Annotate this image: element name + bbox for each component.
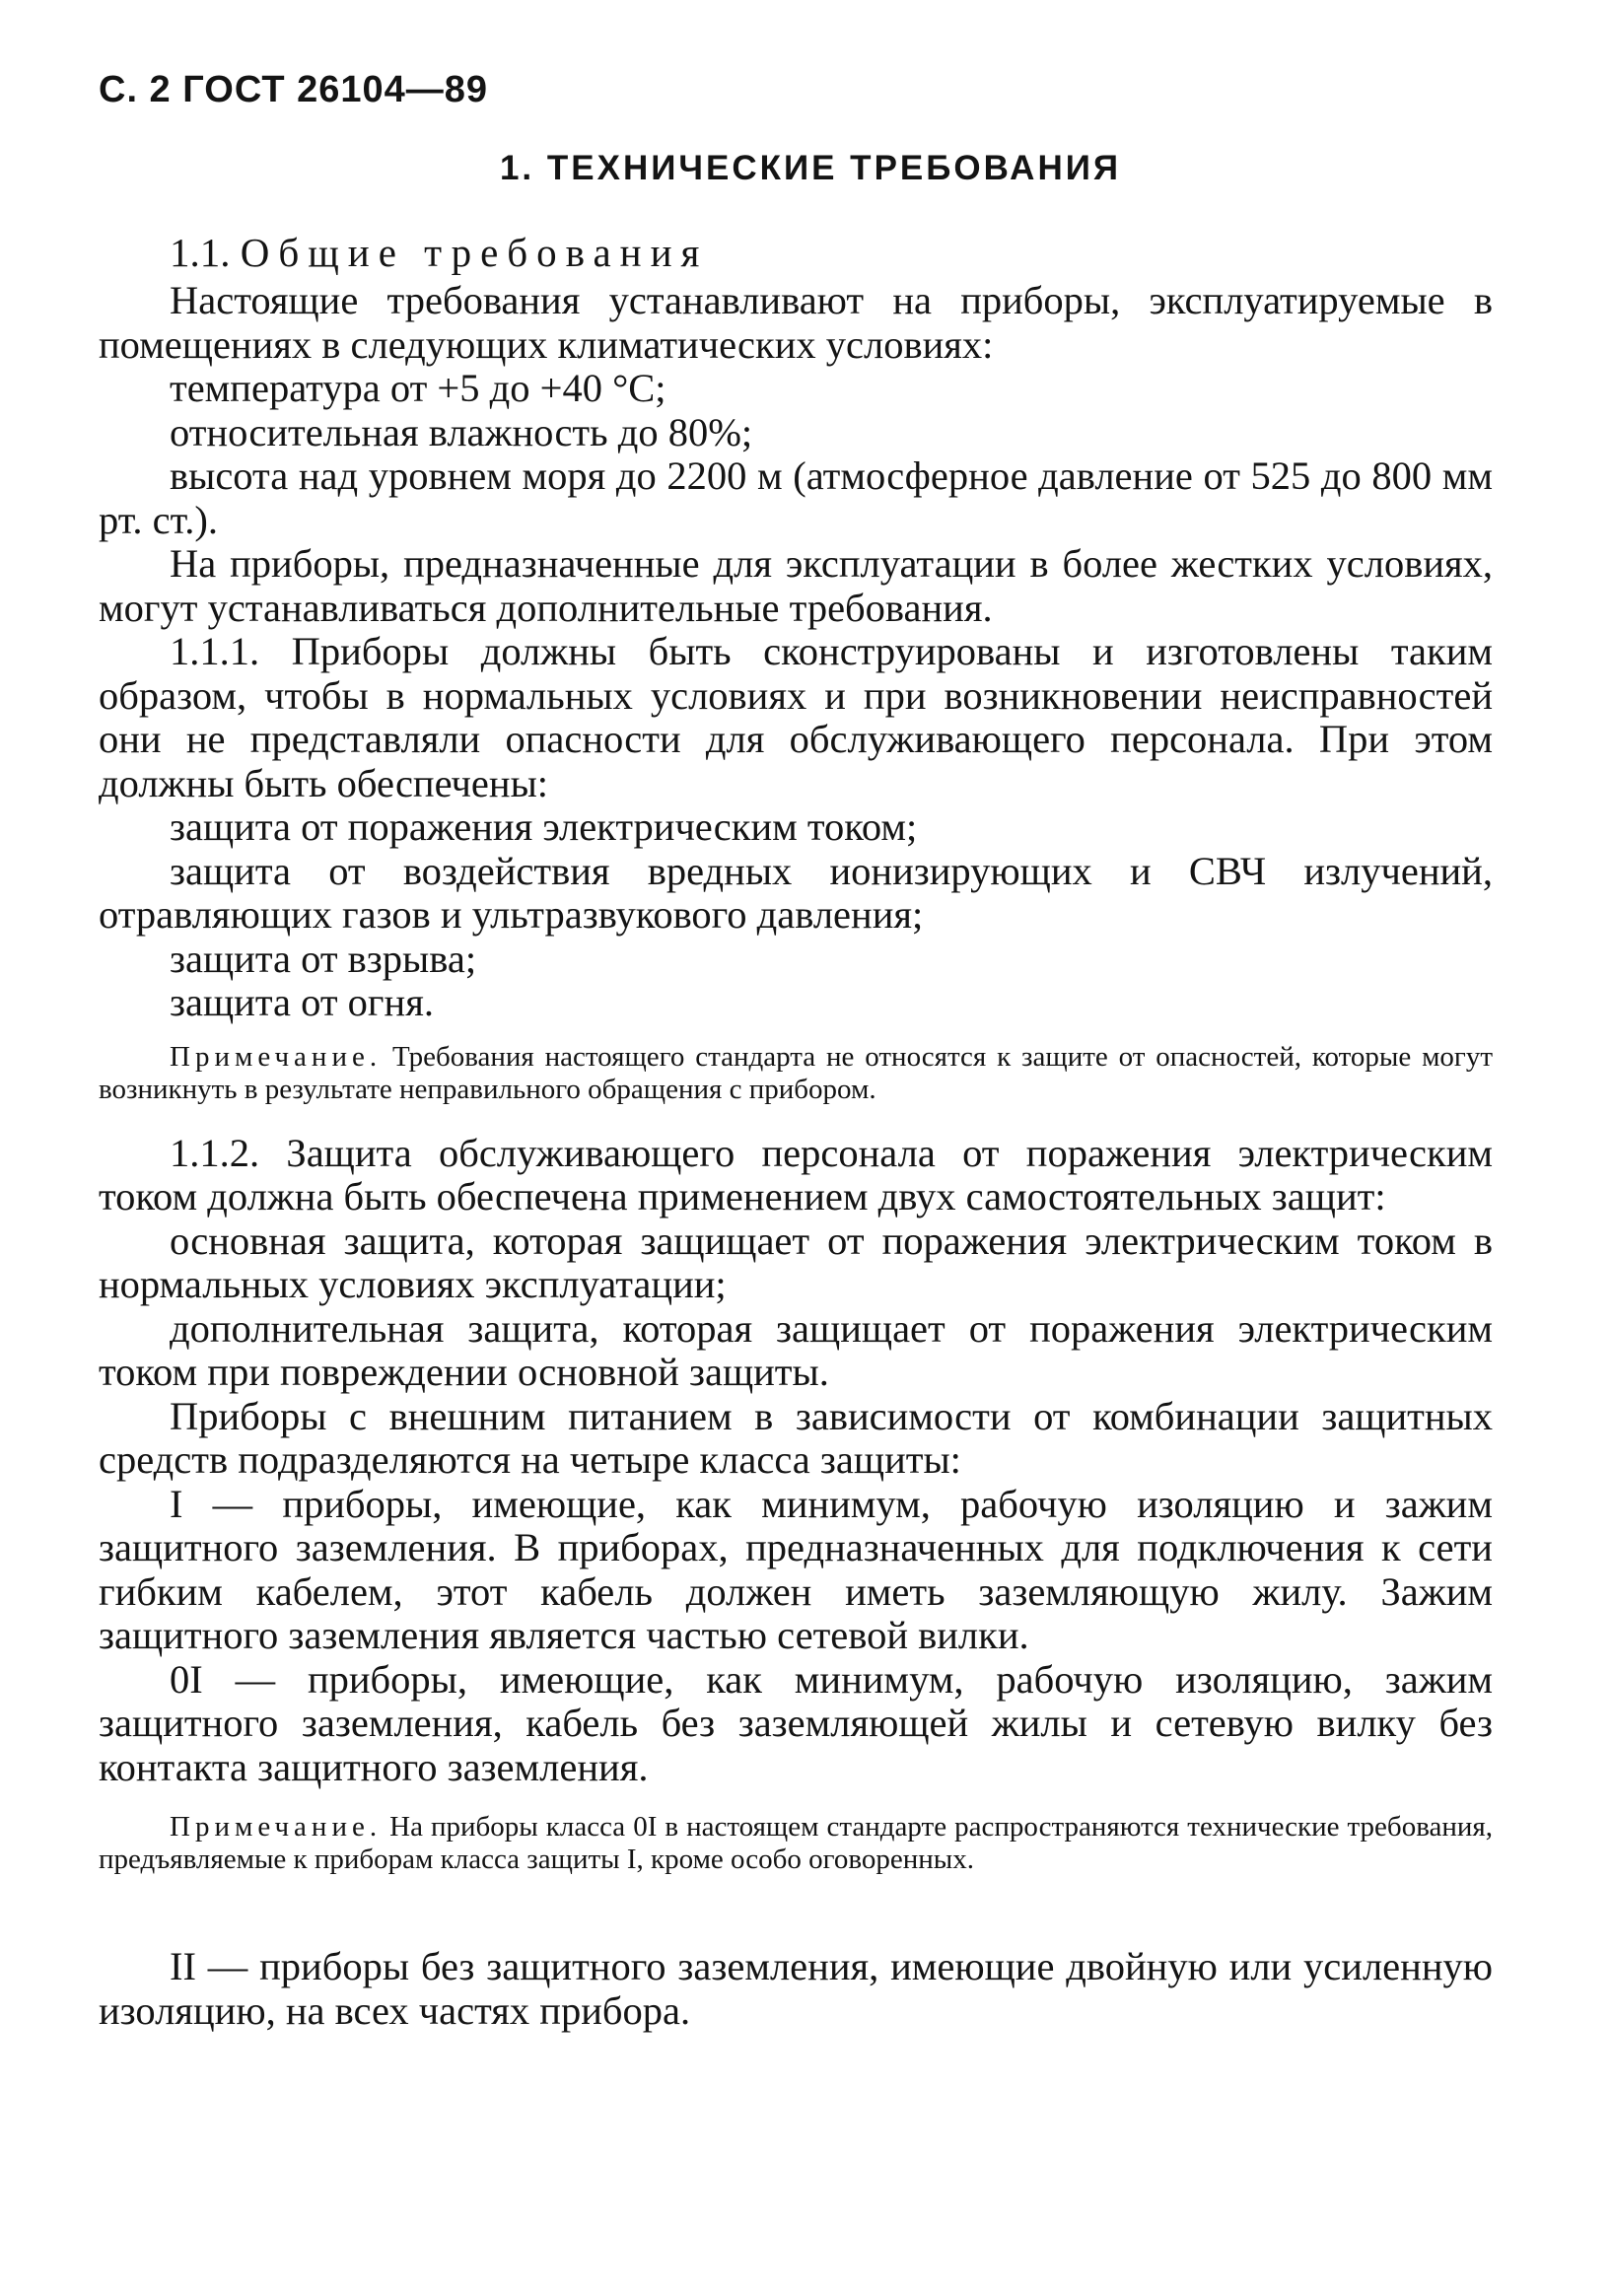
subsection-number: 1.1. <box>170 230 231 275</box>
paragraph-additional-protection: дополнительная защита, которая защищает от поражения электрическим током при повреждении основной защиты. <box>99 1305 1493 1394</box>
paragraph-electric-shock: защита от поражения электрическим током; <box>170 804 918 849</box>
paragraph-scope: Настоящие требования устанавливают на приборы, эксплуатируемые в помещениях в следующих климатических условиях: <box>99 278 1493 367</box>
paragraph-humidity: относительная влажность до 80%; <box>170 409 753 454</box>
paragraph-basic-protection: основная защита, которая защищает от поражения электрическим током в нормальных условиях эксплуатации; <box>99 1218 1493 1306</box>
section-title: 1. ТЕХНИЧЕСКИЕ ТРЕБОВАНИЯ <box>499 149 1122 187</box>
paragraph-protection-classes: Приборы с внешним питанием в зависимости от комбинации защитных средств подразделяются на четыре класса защиты: <box>99 1393 1493 1482</box>
paragraph-altitude: высота над уровнем моря до 2200 м (атмосферное давление от 525 до 800 мм рт. ст.). <box>99 453 1493 542</box>
note-1 <box>99 1041 1493 1106</box>
paragraph-class-0i: 0I — приборы, имеющие, как минимум, рабочую изоляцию, зажим защитного заземления, кабель без заземляющей жилы и сетевую вилку без контакта защитного заземления. <box>99 1656 1493 1789</box>
subsection-title: Общие требования <box>240 230 709 275</box>
paragraph-radiation: защита от воздействия вредных ионизирующих и СВЧ излучений, отравляющих газов и ультразвукового давления; <box>99 848 1493 937</box>
paragraph-explosion: защита от взрыва; <box>170 936 477 981</box>
paragraph-class-ii: II — приборы без защитного заземления, имеющие двойную или усиленную изоляцию, на всех частях прибора. <box>99 1944 1493 2033</box>
paragraph-1-1-1: 1.1.1. Приборы должны быть сконструированы и изготовлены таким образом, чтобы в нормальных условиях и при возникновении неисправностей они не представляли опасности для обслуживающего персонала. При этом должны быть обеспечены: <box>99 629 1493 805</box>
paragraph-temperature: температура от +5 до +40 °С; <box>170 366 666 410</box>
note-1-label: Примечание. <box>170 1040 383 1073</box>
paragraph-harsh-conditions: На приборы, предназначенные для эксплуатации в более жестких условиях, могут устанавливаться дополнительные требования. <box>99 541 1493 630</box>
paragraph-1-1-2: 1.1.2. Защита обслуживающего персонала от поражения электрическим током должна быть обеспечена применением двух самостоятельных защит: <box>99 1130 1493 1218</box>
note-2-text: На приборы класса 0I в настоящем стандарте распространяются технические требования, предъявляемые к приборам класса защиты I, кроме особо оговоренных. <box>99 1811 1493 1875</box>
note-2-label: Примечание. <box>170 1811 383 1843</box>
subsection-heading <box>99 230 1493 275</box>
running-head: С. 2 ГОСТ 26104—89 <box>99 69 489 110</box>
paragraph-fire: защита от огня. <box>170 980 434 1024</box>
note-2 <box>99 1811 1493 1876</box>
paragraph-class-i: I — приборы, имеющие, как минимум, рабочую изоляцию и зажим защитного заземления. В приборах, предназначенных для подключения к сети гибким кабелем, этот кабель должен иметь заземляющую жилу. Зажим защитного заземления является частью сетевой вилки. <box>99 1481 1493 1657</box>
note-1-text: Требования настоящего стандарта не относятся к защите от опасностей, которые могут возникнуть в результате неправильного обращения с прибором. <box>99 1040 1494 1105</box>
